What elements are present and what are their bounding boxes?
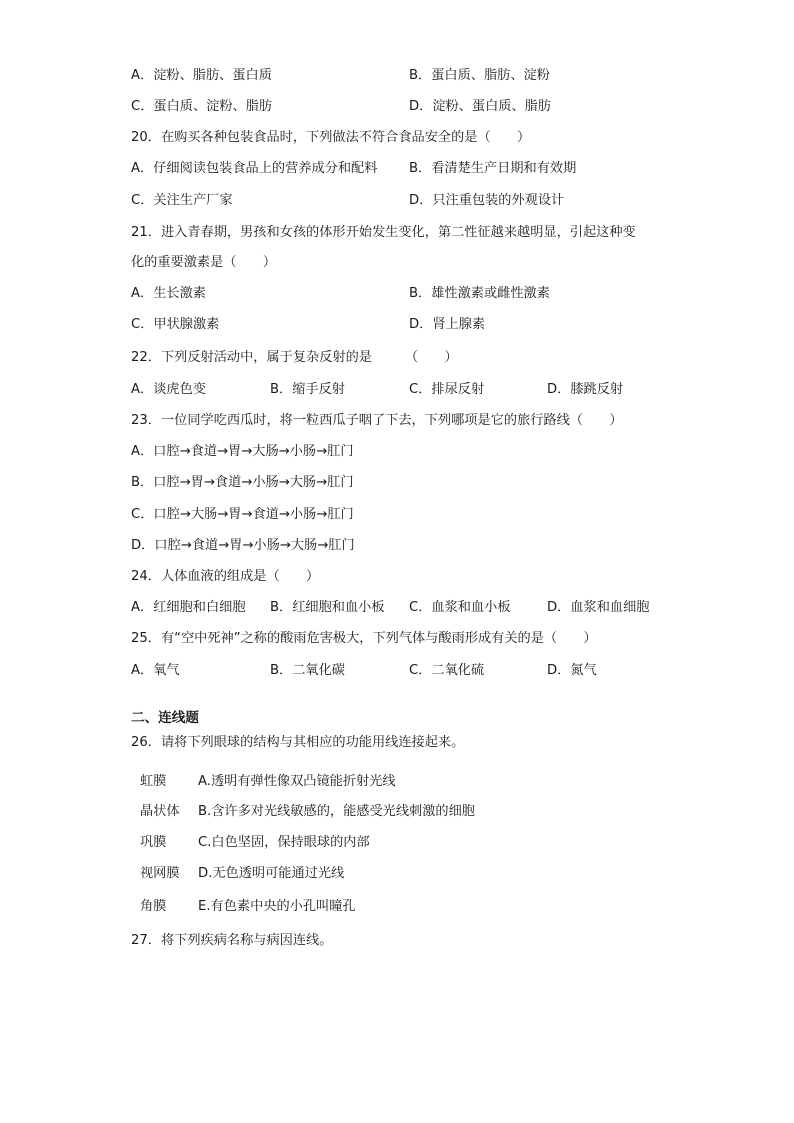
q19-option-a: A．淀粉、脂肪、蛋白质 [131,68,272,83]
q26-function-b: B.含许多对光线敏感的，能感受光线刺激的细胞 [198,804,475,819]
q23-option-d: D．口腔→食道→胃→小肠→大肠→肛门 [131,538,355,553]
q24-option-b: B．红细胞和血小板 [270,600,385,615]
q23-option-b: B．口腔→胃→食道→小肠→大肠→肛门 [131,475,354,490]
q21-stem-line1: 21．进入青春期，男孩和女孩的体形开始发生变化，第二性征越来越明显，引起这种变 [131,225,636,240]
q25-option-b: B．二氧化碳 [270,663,345,678]
q20-option-c: C．关注生产厂家 [131,193,233,208]
q20-stem: 20．在购买各种包装食品时，下列做法不符合食品安全的是（ ） [131,130,531,145]
q26-function-e: E.有色素中央的小孔叫瞳孔 [198,899,356,914]
q22-option-c: C．排尿反射 [409,382,485,397]
q26-function-c: C.白色坚固，保持眼球的内部 [198,835,370,850]
q20-option-d: D．只注重包装的外观设计 [409,193,565,208]
q23-option-a: A．口腔→食道→胃→大肠→小肠→肛门 [131,444,354,459]
q25-stem: 25．有“空中死神”之称的酸雨危害极大，下列气体与酸雨形成有关的是（ ） [131,631,597,646]
q22-option-a: A．谈虎色变 [131,382,206,397]
q24-option-c: C．血浆和血小板 [409,600,511,615]
section-title-matching: 二、连线题 [131,710,199,726]
q23-stem: 23．一位同学吃西瓜时，将一粒西瓜子咽了下去，下列哪项是它的旅行路线（ ） [131,413,623,428]
q26-structure-sclera: 巩膜 [140,835,167,850]
q26-structure-lens: 晶状体 [140,804,180,819]
q20-option-b: B．看清楚生产日期和有效期 [409,161,577,176]
q19-option-d: D．淀粉、蛋白质、脂肪 [409,99,552,114]
q26-structure-cornea: 角膜 [140,899,167,914]
q21-stem-line2: 化的重要激素是（ ） [131,255,277,270]
q27-stem: 27．将下列疾病名称与病因连线。 [131,933,333,948]
q19-option-c: C．蛋白质、淀粉、脂肪 [131,99,273,114]
q23-option-c: C．口腔→大肠→胃→食道→小肠→肛门 [131,507,354,522]
q21-option-b: B．雄性激素或雌性激素 [409,286,550,301]
q25-option-a: A．氧气 [131,663,180,678]
q22-option-d: D．膝跳反射 [547,382,624,397]
q24-stem: 24．人体血液的组成是（ ） [131,569,320,584]
q26-function-a: A.透明有弹性像双凸镜能折射光线 [198,774,396,789]
q22-option-b: B．缩手反射 [270,382,345,397]
q25-option-d: D．氮气 [547,663,597,678]
q20-option-a: A．仔细阅读包装食品上的营养成分和配料 [131,161,378,176]
q24-option-d: D．血浆和血细胞 [547,600,650,615]
q26-stem: 26．请将下列眼球的结构与其相应的功能用线连接起来。 [131,735,465,750]
q26-structure-iris: 虹膜 [140,774,167,789]
q26-function-d: D.无色透明可能通过光线 [198,866,345,881]
q21-option-d: D．肾上腺素 [409,317,486,332]
q24-option-a: A．红细胞和白细胞 [131,600,246,615]
q19-option-b: B．蛋白质、脂肪、淀粉 [409,68,550,83]
q26-structure-retina: 视网膜 [140,866,180,881]
q25-option-c: C．二氧化硫 [409,663,485,678]
q21-option-c: C．甲状腺激素 [131,317,220,332]
q22-stem: 22．下列反射活动中，属于复杂反射的是 （ ） [131,350,458,365]
q21-option-a: A．生长激素 [131,286,206,301]
